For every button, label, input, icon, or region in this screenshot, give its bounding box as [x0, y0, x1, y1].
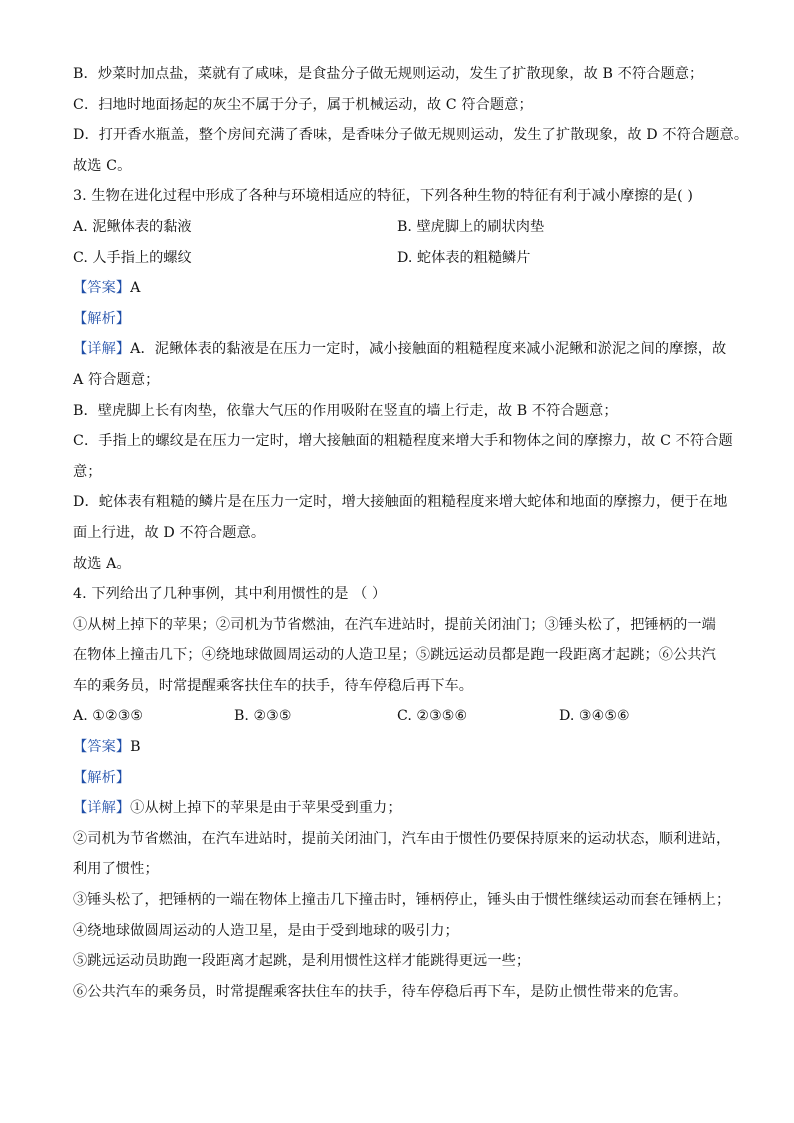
detail-text: ①从树上掉下的苹果是由于苹果受到重力； — [130, 800, 402, 817]
q3-option-a: A. 泥鳅体表的黏液 — [73, 218, 192, 235]
q4-detail-line-7: ⑥公共汽车的乘务员，时常提醒乘客扶住车的扶手，待车停稳后再下车，是防止惯性带来的危害。 — [73, 983, 688, 1000]
q3-detail-line-2: A 符合题意； — [73, 371, 160, 388]
detail-text: A．泥鳅体表的黏液是在压力一定时，减小接触面的粗糙程度来减小泥鳅和淤泥之间的摩擦，故 — [130, 341, 727, 358]
q3-option-b: B. 壁虎脚上的刷状肉垫 — [397, 218, 545, 235]
q3-detail-line-1 — [73, 339, 733, 359]
answer-value: B — [130, 739, 141, 756]
document-page — [73, 64, 749, 1012]
q3-options-row-1 — [73, 217, 733, 237]
q2-analysis-c: C．扫地时地面扬起的灰尘不属于分子，属于机械运动，故 C 符合题意； — [73, 96, 533, 113]
q3-options-row-2 — [73, 248, 733, 268]
q4-option-a: A. ①②③⑤ — [73, 708, 144, 725]
q3-detail-line-3: B．壁虎脚上长有肉垫，依靠大气压的作用吸附在竖直的墙上行走，故 B 不符合题意； — [73, 402, 618, 419]
q2-analysis-b: B．炒菜时加点盐，菜就有了咸味，是食盐分子做无规则运动，发生了扩散现象，故 B 不符合题意； — [73, 66, 704, 82]
q3-choice: 故选 A。 — [73, 555, 131, 572]
analysis-tag: 【解析】 — [73, 310, 131, 327]
q4-detail-line-5: ④绕地球做圆周运动的人造卫星，是由于受到地球的吸引力； — [73, 922, 459, 939]
q3-detail-line-5: 意； — [73, 463, 102, 480]
q3-analysis-tag-line — [73, 309, 733, 329]
detail-tag: 【详解】 — [73, 341, 131, 358]
q4-options-row — [73, 706, 733, 726]
q4-detail-line-1 — [73, 798, 733, 818]
q4-answer — [73, 737, 733, 757]
q3-detail-line-4: C．手指上的螺纹是在压力一定时，增大接触面的粗糙程度来增大手和物体之间的摩擦力，故 C 不符合题 — [73, 433, 733, 450]
q4-detail-line-2: ②司机为节省燃油，在汽车进站时，提前关闭油门，汽车由于惯性仍要保持原来的运动状态，顺利进站， — [73, 830, 731, 847]
detail-tag: 【详解】 — [73, 800, 131, 817]
answer-value: A — [130, 280, 141, 297]
q3-option-c: C. 人手指上的螺纹 — [73, 249, 192, 266]
q4-body-line-3: 车的乘务员，时常提醒乘客扶住车的扶手，待车停稳后再下车。 — [73, 677, 474, 694]
q4-body-line-1: ①从树上掉下的苹果；②司机为节省燃油，在汽车进站时，提前关闭油门；③锤头松了，把锤柄的一端 — [73, 616, 716, 633]
q4-stem: 4. 下列给出了几种事例，其中利用惯性的是 （ ） — [73, 586, 387, 603]
analysis-tag: 【解析】 — [73, 769, 131, 786]
q3-answer — [73, 278, 733, 298]
q4-option-d: D. ③④⑤⑥ — [559, 708, 630, 725]
q2-analysis-d: D．打开香水瓶盖，整个房间充满了香味，是香味分子做无规则运动，发生了扩散现象，故 D 不符合题意。 — [73, 127, 749, 144]
q4-analysis-tag-line — [73, 768, 733, 788]
q4-option-b: B. ②③⑤ — [234, 708, 292, 725]
q3-detail-line-6: D．蛇体表有粗糙的鳞片是在压力一定时，增大接触面的粗糙程度来增大蛇体和地面的摩擦力，便于在地 — [73, 494, 728, 511]
q3-stem: 3. 生物在进化过程中形成了各种与环境相适应的特征，下列各种生物的特征有利于减小摩擦的是( ) — [73, 188, 694, 205]
answer-tag: 【答案】 — [73, 739, 131, 756]
q4-detail-line-6: ⑤跳远运动员助跑一段距离才起跳，是利用惯性这样才能跳得更远一些； — [73, 953, 531, 970]
q4-option-c: C. ②③⑤⑥ — [397, 708, 468, 725]
q3-option-d: D. 蛇体表的粗糙鳞片 — [397, 249, 531, 266]
q2-choice: 故选 C。 — [73, 157, 132, 174]
q4-detail-line-3: 利用了惯性； — [73, 861, 159, 878]
q3-detail-line-7: 面上行进，故 D 不符合题意。 — [73, 524, 266, 541]
answer-tag: 【答案】 — [73, 280, 131, 297]
q4-body-line-2: 在物体上撞击几下；④绕地球做圆周运动的人造卫星；⑤跳远运动员都是跑一段距离才起跳；⑥公共汽 — [73, 647, 716, 664]
q4-detail-line-4: ③锤头松了，把锤柄的一端在物体上撞击几下撞击时，锤柄停止，锤头由于惯性继续运动而套在锤柄上； — [73, 892, 731, 909]
